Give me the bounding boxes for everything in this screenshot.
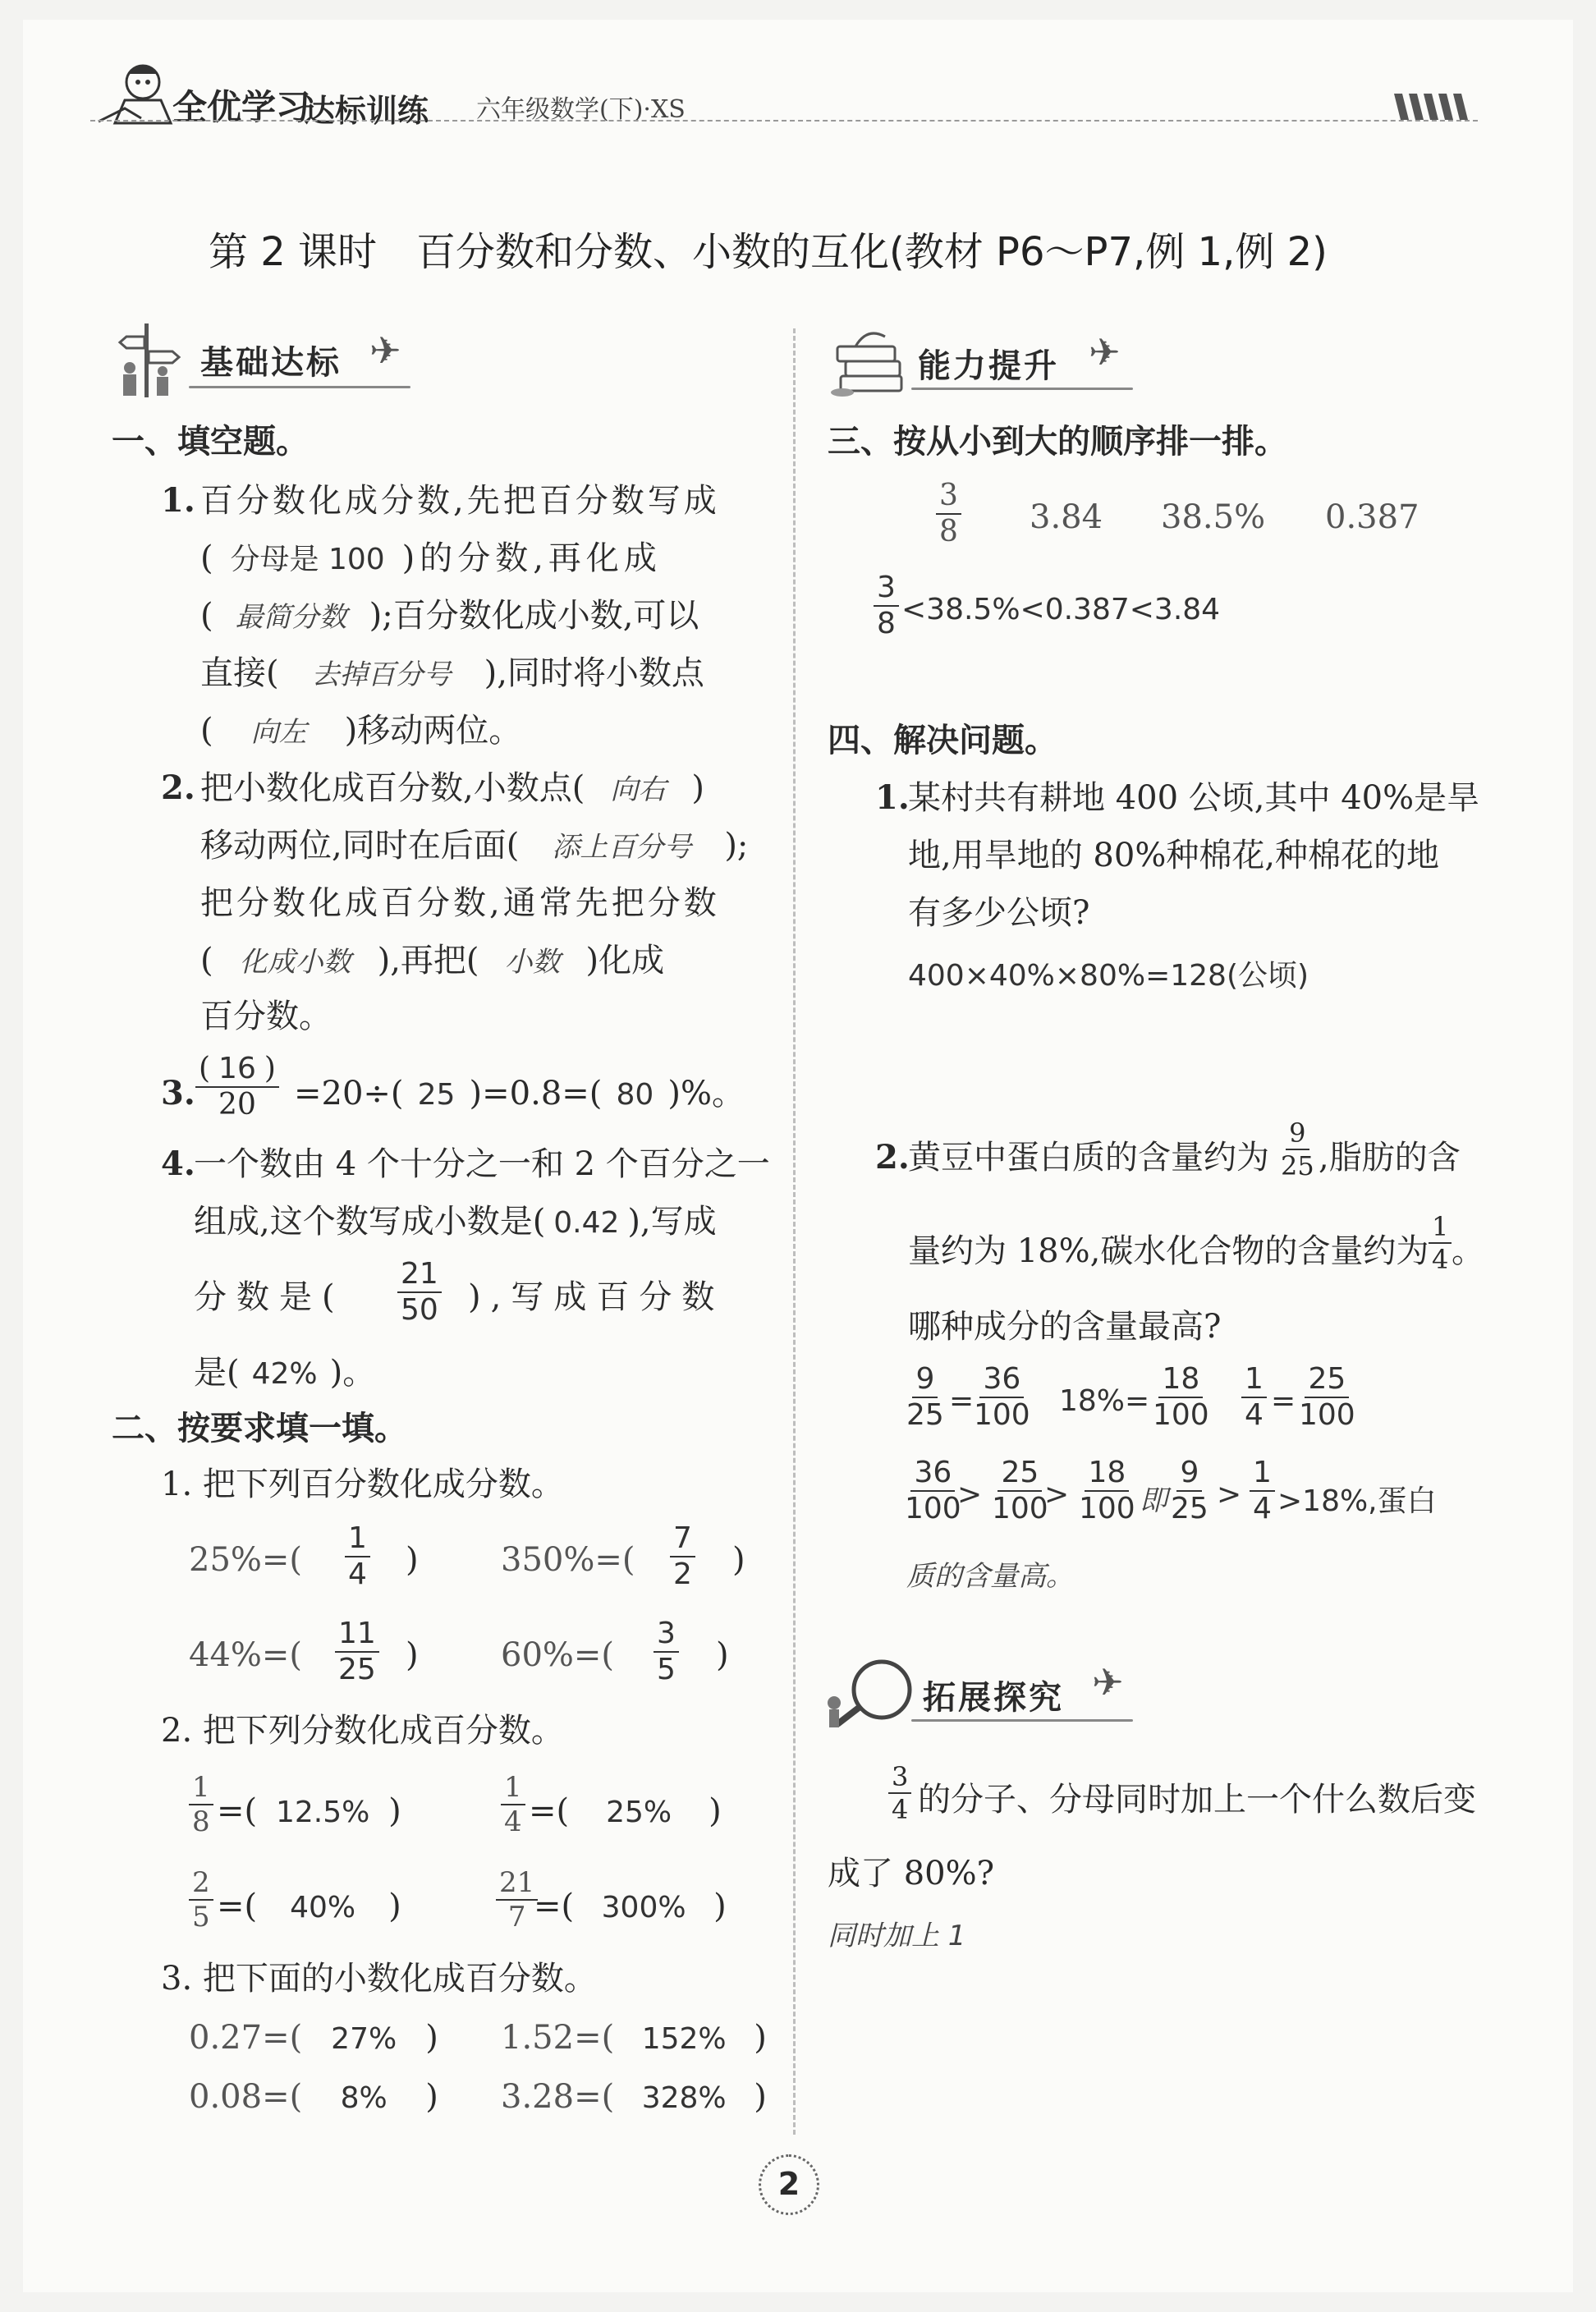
p2q2-item2-expr: =( 25% ): [529, 1792, 722, 1830]
part3-heading: 三、按从小到大的顺序排一排。: [828, 423, 1287, 461]
answer-1-4: $\frac{1}{4}$: [345, 1524, 370, 1590]
part2-q1-label: 1. 把下列百分数化成分数。: [161, 1466, 564, 1503]
frac-36-100: $\frac{36}{100}$: [974, 1362, 1030, 1432]
p2q1-item1-left: 25%=(: [189, 1541, 303, 1579]
p4q2-fraction-9-25: $\frac{9}{25}$: [1281, 1117, 1314, 1181]
part3-value-3-84: 3.84: [1030, 498, 1103, 536]
part3-value-0-387: 0.387: [1325, 498, 1419, 536]
stripes-decoration-icon: [1392, 92, 1474, 122]
p4q1-line3: 有多少公顷?: [908, 894, 1090, 932]
p2q2-item3-frac: $\frac{2}{5}$: [189, 1869, 213, 1931]
p2q2-item3-expr: =( 40% ): [217, 1888, 401, 1925]
p2q2-item1-expr: =( 12.5% ): [217, 1792, 401, 1830]
part3-value-38-5: 38.5%: [1161, 498, 1266, 536]
section-underline: [189, 386, 410, 388]
q3-fraction: $\frac{( 16 )}{20}$: [195, 1054, 279, 1120]
p4q2-number: 2.: [875, 1138, 910, 1177]
q3-expression: =20÷( 25 )=0.8=( 80 )%。: [294, 1075, 745, 1112]
q1-line4: 直接( 去掉百分号 ),同时将小数点: [200, 654, 704, 692]
answer-7-2: $\frac{7}{2}$: [670, 1524, 695, 1590]
answer-25-percent: 25%: [606, 1796, 672, 1829]
answer-42-percent: 42%: [251, 1357, 318, 1391]
p2q3-item2: 1.52=( 152% ): [501, 2019, 767, 2057]
p2q1-item4-right: ): [716, 1636, 729, 1674]
airplane-icon: ✈: [1089, 330, 1121, 374]
brand-logo: 全优学习: [172, 87, 311, 127]
p4q1-number: 1.: [875, 778, 910, 817]
q1-number: 1.: [161, 481, 195, 520]
p4q1-answer: 400×40%×80%=128(公顷): [908, 959, 1309, 993]
p4q2-line3: 哪种成分的含量最高?: [908, 1308, 1222, 1346]
q2-line5: 百分数。: [200, 998, 332, 1035]
magnifier-icon: [818, 1652, 924, 1734]
books-icon: [826, 322, 916, 401]
part2-heading: 二、按要求填一填。: [112, 1410, 407, 1447]
signpost-icon: [108, 319, 190, 401]
part2-q3-label: 3. 把下面的小数化成百分数。: [161, 1960, 597, 1998]
greater-than: >: [1044, 1478, 1070, 1512]
series-name: 达标训练: [304, 93, 429, 129]
p2q1-item3-right: ): [406, 1636, 419, 1674]
p4q2-line2b: 。: [1452, 1232, 1484, 1270]
part3-fraction: $\frac{3}{8}$: [936, 481, 961, 547]
answer-simplest-fraction: 最简分数: [235, 601, 347, 634]
answer-add-percent: 添上百分号: [552, 831, 692, 864]
answer-3-5: $\frac{3}{5}$: [654, 1619, 679, 1685]
answer-11-25: $\frac{11}{25}$: [335, 1619, 379, 1685]
p4q1-line1: 某村共有耕地 400 公顷,其中 40%是旱: [908, 779, 1480, 817]
q2-line2: 移动两位,同时在后面( 添上百分号 );: [200, 827, 749, 865]
answer-remove-percent: 去掉百分号: [311, 658, 452, 691]
p2q1-item2-right: ): [732, 1541, 745, 1579]
airplane-icon: ✈: [369, 328, 401, 373]
p2q1-item2-left: 350%=(: [501, 1541, 635, 1579]
p2q3-item3: 0.08=( 8% ): [189, 2078, 438, 2116]
q4-line1: 一个数由 4 个十分之一和 2 个百分之一: [194, 1145, 770, 1183]
explore-answer: 同时加上 1: [828, 1920, 966, 1952]
q1-line1: 百分数化成分数,先把百分数写成: [200, 482, 720, 520]
that-is: 即: [1140, 1484, 1167, 1517]
page-number: 2: [759, 2154, 819, 2215]
answer-left: 向左: [250, 716, 307, 749]
equals: =: [1271, 1384, 1296, 1418]
p4q2-conclusion: 质的含量高。: [906, 1560, 1074, 1593]
part3-answer: <38.5%<0.387<3.84: [901, 593, 1221, 626]
lesson-title: 第 2 课时 百分数和分数、小数的互化(教材 P6～P7,例 1,例 2): [209, 229, 1328, 275]
part4-heading: 四、解决问题。: [828, 722, 1057, 759]
q3-number: 3.: [161, 1074, 195, 1112]
answer-16: 16: [218, 1052, 256, 1085]
section-title-explore: 拓展探究: [923, 1679, 1064, 1717]
frac-18-100: $\frac{18}{100}$: [1153, 1362, 1209, 1432]
frac-1-4: $\frac{1}{4}$: [1250, 1458, 1275, 1524]
answer-12-5-percent: 12.5%: [275, 1796, 370, 1829]
frac-1-4: $\frac{1}{4}$: [1241, 1365, 1267, 1430]
frac-9-25: $\frac{9}{25}$: [1171, 1456, 1208, 1525]
answer-right: 向右: [610, 773, 667, 806]
section-underline: [911, 1719, 1133, 1722]
q4-line4: 是( 42% )。: [194, 1354, 376, 1392]
p2q3-item4: 3.28=( 328% ): [501, 2078, 767, 2116]
q2-line3: 把分数化成百分数,通常先把分数: [200, 884, 720, 922]
q4-number: 4.: [161, 1145, 195, 1183]
answer-25: 25: [417, 1078, 456, 1112]
part2-q2-label: 2. 把下列分数化成百分数。: [161, 1712, 564, 1750]
q4-line3a: 分数是(: [194, 1278, 345, 1316]
part1-heading: 一、填空题。: [112, 423, 309, 461]
q4-line2: 组成,这个数写成小数是( 0.42 ),写成: [194, 1203, 717, 1241]
answer-decimal: 小数: [504, 946, 561, 979]
p4q2-fraction-1-4: $\frac{1}{4}$: [1429, 1213, 1452, 1273]
p4q2-line2a: 量约为 18%,碳水化合物的含量约为: [908, 1232, 1429, 1270]
answer-0-42: 0.42: [553, 1206, 620, 1240]
p2q2-item4-frac: $\frac{21}{7}$: [496, 1869, 538, 1931]
frac-36-100: $\frac{36}{100}$: [905, 1456, 961, 1525]
explore-fraction: $\frac{3}{4}$: [888, 1764, 911, 1823]
column-divider: [793, 328, 796, 2135]
header-divider: [90, 120, 1478, 122]
airplane-icon: ✈: [1092, 1660, 1124, 1704]
greater-than: >: [957, 1478, 983, 1512]
answer-152-percent: 152%: [641, 2022, 727, 2056]
answer-300-percent: 300%: [601, 1891, 686, 1924]
p4q1-line2: 地,用旱地的 80%种棉花,种棉花的地: [908, 837, 1440, 874]
p2q2-item2-frac: $\frac{1}{4}$: [501, 1773, 525, 1836]
p2q1-item3-left: 44%=(: [189, 1636, 303, 1674]
answer-40-percent: 40%: [290, 1891, 356, 1924]
section-underline: [911, 388, 1133, 390]
frac-25-100: $\frac{25}{100}$: [1299, 1362, 1355, 1432]
explore-line1: 的分子、分母同时加上一个什么数后变: [918, 1781, 1476, 1819]
q1-line5: ( 向左 )移动两位。: [200, 712, 522, 750]
equals: =: [949, 1384, 975, 1418]
frac-18-100: $\frac{18}{100}$: [1079, 1456, 1135, 1525]
answer-to-decimal: 化成小数: [239, 946, 351, 979]
section-title-ability: 能力提升: [918, 347, 1059, 385]
part3-answer-fraction: $\frac{3}{8}$: [874, 573, 899, 639]
q2-line4: ( 化成小数 ),再把( 小数 )化成: [200, 942, 665, 979]
q2-number: 2.: [161, 768, 195, 807]
conclusion-part1: >18%,蛋白: [1277, 1484, 1437, 1518]
answer-328-percent: 328%: [641, 2081, 727, 2115]
mascot-icon: [92, 57, 182, 135]
p2q1-item1-right: ): [406, 1541, 419, 1579]
explore-line2: 成了 80%?: [828, 1855, 995, 1892]
frac-25-100: $\frac{25}{100}$: [992, 1456, 1048, 1525]
frac-9-25: $\frac{9}{25}$: [906, 1362, 944, 1432]
q1-line3: ( 最简分数 );百分数化成小数,可以: [200, 597, 699, 635]
q2-line1: 把小数化成百分数,小数点( 向右 ): [200, 769, 704, 807]
greater-than: >: [1217, 1478, 1242, 1512]
answer-21-50: $\frac{21}{50}$: [397, 1259, 442, 1325]
answer-8-percent: 8%: [340, 2081, 388, 2115]
answer-27-percent: 27%: [331, 2022, 397, 2056]
q1-line2: ( 分母是 100 )的分数,再化成: [200, 539, 662, 577]
p2q2-item1-frac: $\frac{1}{8}$: [189, 1773, 213, 1836]
answer-denominator-100: 分母是 100: [230, 543, 385, 576]
p4q2-line1a: 黄豆中蛋白质的含量约为: [908, 1139, 1269, 1177]
header-subtitle: 六年级数学(下)·XS: [476, 95, 686, 124]
section-title-basic: 基础达标: [200, 344, 342, 382]
answer-80: 80: [616, 1078, 654, 1112]
p2q3-item1: 0.27=( 27% ): [189, 2019, 438, 2057]
pct-18: 18%=: [1059, 1384, 1150, 1418]
q4-line3b: ),写成百分数: [468, 1278, 725, 1316]
p2q2-item4-expr: =( 300% ): [534, 1888, 727, 1925]
p2q1-item4-left: 60%=(: [501, 1636, 615, 1674]
p4q2-line1b: ,脂肪的含: [1319, 1139, 1461, 1177]
